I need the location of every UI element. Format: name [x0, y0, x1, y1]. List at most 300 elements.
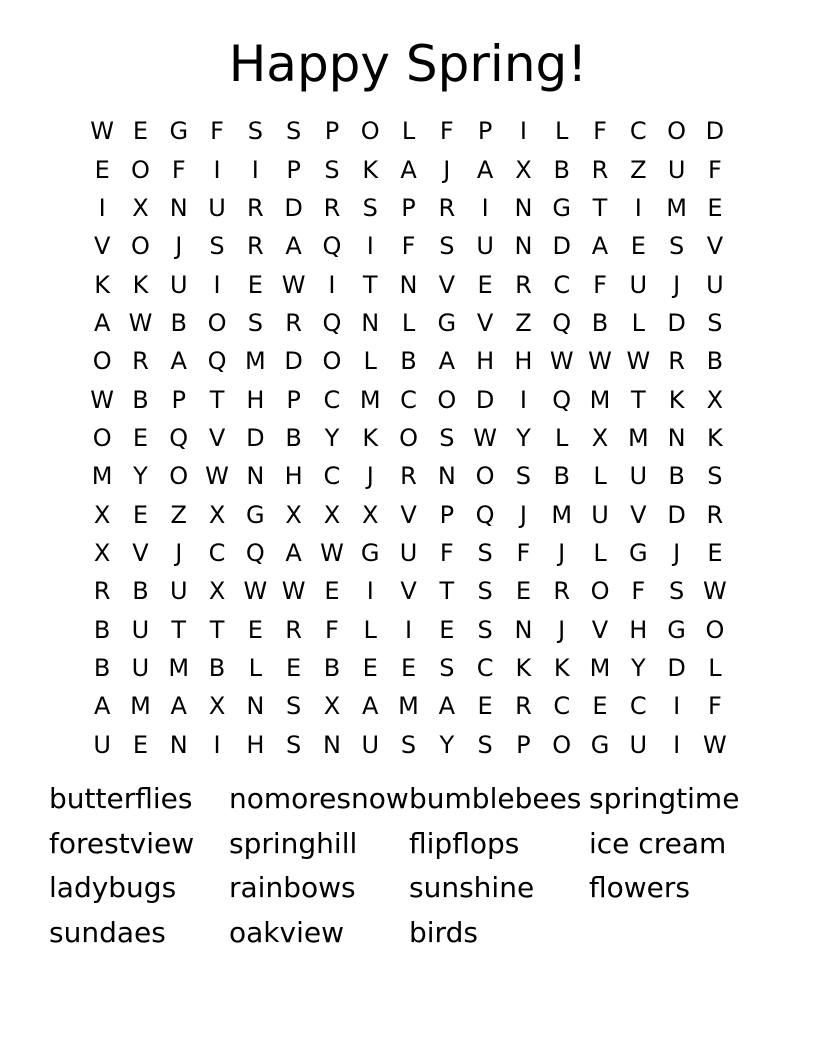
- grid-letter: U: [93, 730, 111, 759]
- grid-letter: E: [94, 155, 110, 184]
- grid-letter: R: [400, 462, 417, 491]
- grid-letter: Q: [245, 538, 265, 567]
- grid-letter: O: [322, 347, 342, 376]
- grid-letter: P: [286, 155, 301, 184]
- grid-letter: Z: [630, 155, 647, 184]
- grid-letter: V: [630, 500, 647, 529]
- grid-letter: S: [477, 730, 493, 759]
- grid-letter: W: [128, 308, 153, 337]
- grid-letter: B: [93, 615, 111, 644]
- grid-letter: I: [213, 270, 221, 299]
- grid-letter: V: [438, 270, 456, 299]
- grid-letter: E: [630, 232, 646, 261]
- grid-letter: Y: [516, 423, 531, 452]
- word-list-item: forestview: [49, 826, 195, 860]
- grid-letter: S: [247, 117, 263, 146]
- grid-letter: H: [246, 730, 265, 759]
- grid-letter: Y: [439, 730, 455, 759]
- grid-letter: D: [284, 193, 303, 222]
- grid-letter: A: [170, 347, 187, 376]
- grid-letter: E: [132, 730, 149, 759]
- grid-letter: J: [366, 462, 374, 491]
- grid-letter: D: [552, 232, 571, 261]
- grid-letter: E: [439, 615, 455, 644]
- word-list-item: oakview: [229, 916, 344, 950]
- word-list-item: flowers: [589, 871, 690, 905]
- grid-letter: D: [246, 423, 265, 452]
- grid-letter: R: [438, 193, 456, 222]
- grid-letter: O: [705, 615, 725, 644]
- grid-letter: E: [324, 577, 340, 606]
- grid-letter: U: [629, 730, 648, 759]
- grid-letter: V: [476, 308, 494, 337]
- grid-letter: X: [591, 423, 609, 452]
- grid-letter: R: [553, 577, 571, 606]
- grid-letter: E: [132, 117, 149, 146]
- grid-letter: O: [92, 347, 112, 376]
- grid-letter: X: [208, 577, 226, 606]
- grid-letter: B: [553, 462, 570, 491]
- grid-letter: O: [475, 462, 495, 491]
- grid-letter: O: [667, 117, 687, 146]
- word-list-item: springtime: [589, 782, 740, 815]
- grid-letter: U: [629, 270, 648, 299]
- grid-letter: A: [285, 538, 302, 567]
- grid-letter: W: [205, 462, 229, 491]
- grid-letter: D: [667, 653, 686, 682]
- grid-letter: N: [322, 730, 341, 759]
- grid-letter: C: [323, 385, 341, 414]
- grid-letter: F: [707, 692, 722, 721]
- grid-letter: R: [285, 615, 302, 644]
- grid-letter: B: [668, 462, 685, 491]
- grid-letter: G: [590, 730, 610, 759]
- grid-letter: G: [629, 538, 648, 567]
- grid-letter: Q: [552, 308, 572, 337]
- grid-letter: R: [323, 193, 341, 222]
- word-search-grid: [83, 112, 734, 764]
- grid-letter: X: [132, 193, 149, 222]
- grid-letter: O: [360, 117, 380, 146]
- grid-letter: B: [553, 155, 570, 184]
- grid-letter: P: [401, 193, 416, 222]
- grid-letter: N: [169, 193, 188, 222]
- grid-letter: A: [93, 692, 111, 721]
- grid-letter: C: [553, 270, 571, 299]
- grid-letter: G: [552, 193, 572, 222]
- grid-letter: Z: [170, 500, 187, 529]
- grid-letter: L: [555, 423, 569, 452]
- grid-letter: S: [286, 692, 302, 721]
- grid-letter: F: [401, 232, 416, 261]
- grid-letter: P: [439, 500, 455, 529]
- grid-letter: R: [246, 232, 264, 261]
- grid-letter: S: [668, 232, 685, 261]
- grid-letter: E: [247, 615, 263, 644]
- grid-letter: B: [706, 347, 724, 376]
- grid-letter: X: [285, 500, 302, 529]
- grid-letter: Q: [322, 308, 342, 337]
- grid-letter: A: [285, 232, 302, 261]
- grid-letter: E: [515, 577, 531, 606]
- grid-letter: G: [667, 615, 686, 644]
- grid-letter: C: [629, 117, 647, 146]
- grid-letter: O: [437, 385, 457, 414]
- grid-letter: I: [366, 232, 374, 261]
- grid-letter: B: [400, 347, 417, 376]
- grid-letter: W: [703, 730, 727, 759]
- grid-letter: F: [439, 117, 454, 146]
- grid-letter: M: [244, 347, 266, 376]
- grid-letter: K: [362, 155, 379, 184]
- grid-letter: B: [323, 653, 341, 682]
- grid-letter: S: [400, 730, 417, 759]
- grid-letter: I: [481, 193, 489, 222]
- grid-letter: F: [439, 538, 454, 567]
- grid-letter: Q: [169, 423, 189, 452]
- grid-letter: M: [627, 423, 649, 452]
- grid-letter: E: [707, 193, 723, 222]
- grid-letter: Q: [322, 232, 342, 261]
- word-list-item: nomoresnow: [229, 782, 409, 815]
- grid-letter: T: [209, 615, 225, 644]
- grid-letter: X: [93, 538, 111, 567]
- grid-letter: C: [323, 462, 341, 491]
- word-list: [49, 777, 769, 956]
- grid-letter: O: [590, 577, 610, 606]
- word-list-item: rainbows: [229, 871, 356, 905]
- grid-letter: I: [328, 270, 336, 299]
- grid-letter: D: [667, 500, 686, 529]
- grid-letter: W: [320, 538, 344, 567]
- grid-letter: N: [399, 270, 418, 299]
- grid-letter: F: [707, 155, 722, 184]
- grid-letter: I: [673, 730, 681, 759]
- grid-letter: P: [516, 730, 531, 759]
- grid-letter: J: [673, 270, 681, 299]
- grid-letter: T: [362, 270, 378, 299]
- grid-letter: P: [324, 117, 340, 146]
- grid-letter: O: [92, 423, 112, 452]
- grid-letter: C: [208, 538, 226, 567]
- grid-letter: B: [208, 653, 226, 682]
- grid-letter: M: [666, 193, 687, 222]
- grid-letter: E: [286, 653, 302, 682]
- grid-letter: Q: [207, 347, 227, 376]
- grid-letter: O: [399, 423, 418, 452]
- word-list-item: sunshine: [409, 871, 535, 905]
- grid-letter: P: [171, 385, 186, 414]
- grid-letter: S: [286, 117, 302, 146]
- grid-letter: R: [246, 193, 264, 222]
- grid-letter: C: [553, 692, 571, 721]
- grid-letter: E: [132, 500, 149, 529]
- grid-letter: X: [208, 692, 226, 721]
- grid-letter: X: [706, 385, 724, 414]
- grid-letter: S: [668, 577, 685, 606]
- grid-letter: W: [473, 423, 497, 452]
- grid-letter: U: [399, 538, 418, 567]
- grid-letter: C: [400, 385, 417, 414]
- grid-letter: N: [514, 193, 533, 222]
- grid-letter: W: [703, 577, 727, 606]
- grid-letter: G: [437, 308, 457, 337]
- grid-letter: L: [401, 117, 416, 146]
- grid-letter: B: [285, 423, 302, 452]
- grid-letter: J: [443, 155, 451, 184]
- grid-letter: F: [325, 615, 339, 644]
- grid-letter: O: [169, 462, 189, 491]
- grid-letter: Z: [515, 308, 532, 337]
- grid-letter: L: [593, 462, 607, 491]
- grid-letter: J: [558, 538, 566, 567]
- grid-letter: I: [366, 577, 374, 606]
- grid-letter: X: [362, 500, 379, 529]
- grid-letter: S: [439, 653, 455, 682]
- grid-letter: K: [362, 423, 379, 452]
- grid-letter: M: [589, 385, 611, 414]
- grid-letter: V: [706, 232, 724, 261]
- grid-letter: R: [591, 155, 609, 184]
- grid-letter: F: [631, 577, 646, 606]
- grid-letter: R: [706, 500, 724, 529]
- grid-letter: S: [707, 462, 723, 491]
- grid-letter: J: [175, 232, 183, 261]
- grid-letter: G: [360, 538, 380, 567]
- grid-letter: X: [515, 155, 532, 184]
- grid-letter: A: [400, 155, 417, 184]
- grid-letter: N: [246, 462, 265, 491]
- grid-letter: H: [629, 615, 648, 644]
- grid-letter: P: [286, 385, 301, 414]
- grid-letter: A: [93, 308, 111, 337]
- grid-letter: F: [593, 270, 607, 299]
- grid-letter: L: [631, 308, 645, 337]
- grid-letter: B: [132, 385, 149, 414]
- word-list-item: springhill: [229, 826, 358, 860]
- grid-letter: L: [248, 653, 263, 682]
- grid-letter: U: [208, 193, 226, 222]
- grid-letter: S: [515, 462, 532, 491]
- grid-letter: M: [91, 462, 113, 491]
- grid-letter: M: [398, 692, 419, 721]
- grid-letter: N: [514, 232, 533, 261]
- word-list-item: flipflops: [409, 826, 520, 860]
- word-list-item: ice cream: [589, 826, 727, 860]
- word-list-item: sundaes: [49, 916, 166, 950]
- grid-letter: O: [131, 155, 150, 184]
- grid-letter: F: [210, 117, 224, 146]
- grid-letter: M: [130, 692, 151, 721]
- grid-letter: V: [400, 577, 417, 606]
- grid-letter: W: [281, 270, 306, 299]
- grid-letter: U: [361, 730, 380, 759]
- grid-letter: B: [591, 308, 609, 337]
- grid-letter: G: [169, 117, 189, 146]
- grid-letter: F: [593, 117, 607, 146]
- grid-letter: I: [519, 117, 527, 146]
- grid-letter: R: [515, 270, 532, 299]
- grid-letter: X: [93, 500, 111, 529]
- grid-letter: S: [477, 577, 493, 606]
- grid-letter: I: [98, 193, 106, 222]
- grid-letter: L: [593, 538, 607, 567]
- grid-letter: R: [93, 577, 111, 606]
- grid-letter: A: [438, 347, 456, 376]
- grid-letter: N: [361, 308, 380, 337]
- grid-letter: H: [246, 385, 265, 414]
- grid-letter: T: [209, 385, 225, 414]
- grid-letter: B: [170, 308, 187, 337]
- grid-letter: O: [131, 232, 150, 261]
- grid-letter: D: [284, 347, 303, 376]
- grid-letter: V: [591, 615, 609, 644]
- grid-letter: Y: [324, 423, 340, 452]
- grid-letter: F: [516, 538, 531, 567]
- grid-letter: R: [132, 347, 149, 376]
- grid-letter: F: [171, 155, 186, 184]
- grid-letter: I: [519, 385, 527, 414]
- grid-letter: J: [673, 538, 681, 567]
- grid-letter: K: [515, 653, 532, 682]
- grid-letter: K: [668, 385, 685, 414]
- grid-letter: T: [171, 615, 187, 644]
- grid-letter: S: [362, 193, 378, 222]
- grid-letter: C: [629, 692, 647, 721]
- grid-letter: P: [477, 117, 493, 146]
- grid-letter: E: [400, 653, 417, 682]
- grid-letter: S: [247, 308, 263, 337]
- grid-letter: A: [591, 232, 609, 261]
- grid-letter: U: [169, 577, 188, 606]
- grid-letter: J: [519, 500, 527, 529]
- grid-letter: A: [476, 155, 494, 184]
- grid-letter: M: [359, 385, 381, 414]
- grid-letter: O: [207, 308, 227, 337]
- grid-letter: X: [208, 500, 226, 529]
- grid-letter: S: [477, 615, 493, 644]
- grid-letter: R: [285, 308, 302, 337]
- grid-letter: N: [514, 615, 533, 644]
- grid-letter: K: [553, 653, 570, 682]
- grid-letter: L: [401, 308, 416, 337]
- grid-letter: D: [705, 117, 725, 146]
- grid-letter: U: [169, 270, 188, 299]
- page-title: Happy Spring!: [228, 35, 588, 93]
- grid-letter: I: [213, 155, 221, 184]
- grid-letter: H: [284, 462, 303, 491]
- grid-letter: K: [132, 270, 149, 299]
- grid-letter: V: [208, 423, 226, 452]
- grid-letter: N: [246, 692, 265, 721]
- grid-letter: A: [438, 692, 456, 721]
- grid-letter: M: [551, 500, 573, 529]
- grid-letter: S: [439, 423, 455, 452]
- grid-letter: I: [251, 155, 259, 184]
- grid-letter: U: [131, 653, 150, 682]
- grid-letter: K: [707, 423, 723, 452]
- grid-letter: Y: [630, 653, 646, 682]
- grid-letter: J: [558, 615, 566, 644]
- grid-letter: E: [592, 692, 608, 721]
- grid-letter: T: [592, 193, 608, 222]
- grid-letter: S: [439, 232, 455, 261]
- grid-letter: W: [243, 577, 268, 606]
- grid-letter: W: [90, 117, 115, 146]
- grid-letter: I: [634, 193, 642, 222]
- grid-letter: S: [286, 730, 302, 759]
- grid-letter: U: [476, 232, 494, 261]
- grid-letter: O: [552, 730, 572, 759]
- grid-letter: I: [213, 730, 221, 759]
- grid-letter: Q: [552, 385, 572, 414]
- grid-letter: M: [589, 653, 611, 682]
- grid-letter: I: [404, 615, 413, 644]
- word-list-item: birds: [409, 916, 478, 950]
- grid-letter: A: [362, 692, 379, 721]
- grid-letter: L: [363, 615, 377, 644]
- grid-letter: V: [400, 500, 417, 529]
- grid-letter: J: [175, 538, 183, 567]
- grid-letter: U: [629, 462, 648, 491]
- grid-letter: E: [477, 270, 493, 299]
- grid-letter: E: [132, 423, 149, 452]
- grid-letter: S: [477, 538, 493, 567]
- grid-letter: T: [439, 577, 455, 606]
- grid-letter: S: [707, 308, 723, 337]
- grid-letter: D: [667, 308, 686, 337]
- grid-letter: R: [515, 692, 532, 721]
- grid-letter: W: [281, 577, 306, 606]
- grid-letter: K: [94, 270, 111, 299]
- grid-letter: U: [706, 270, 724, 299]
- grid-letter: E: [362, 653, 378, 682]
- grid-letter: N: [437, 462, 456, 491]
- grid-letter: Y: [133, 462, 148, 491]
- grid-letter: U: [591, 500, 609, 529]
- grid-letter: X: [323, 500, 341, 529]
- grid-letter: W: [626, 347, 651, 376]
- word-list-item: ladybugs: [49, 871, 177, 905]
- word-list-item: butterflies: [49, 782, 193, 815]
- grid-letter: T: [630, 385, 646, 414]
- grid-letter: S: [324, 155, 340, 184]
- grid-letter: U: [131, 615, 150, 644]
- grid-letter: H: [514, 347, 533, 376]
- grid-letter: R: [668, 347, 685, 376]
- grid-letter: X: [323, 692, 341, 721]
- grid-letter: U: [667, 155, 686, 184]
- grid-letter: C: [476, 653, 494, 682]
- grid-letter: B: [132, 577, 149, 606]
- grid-letter: D: [475, 385, 495, 414]
- grid-letter: A: [170, 692, 187, 721]
- grid-letter: N: [667, 423, 686, 452]
- grid-letter: G: [246, 500, 265, 529]
- grid-letter: W: [549, 347, 574, 376]
- grid-letter: N: [169, 730, 188, 759]
- grid-letter: L: [708, 653, 722, 682]
- grid-letter: E: [247, 270, 263, 299]
- word-list-item: bumblebees: [409, 782, 582, 815]
- grid-letter: B: [93, 653, 111, 682]
- grid-letter: H: [476, 347, 495, 376]
- grid-letter: L: [363, 347, 377, 376]
- grid-letter: V: [132, 538, 149, 567]
- grid-letter: W: [90, 385, 115, 414]
- grid-letter: Q: [475, 500, 495, 529]
- grid-letter: E: [707, 538, 723, 567]
